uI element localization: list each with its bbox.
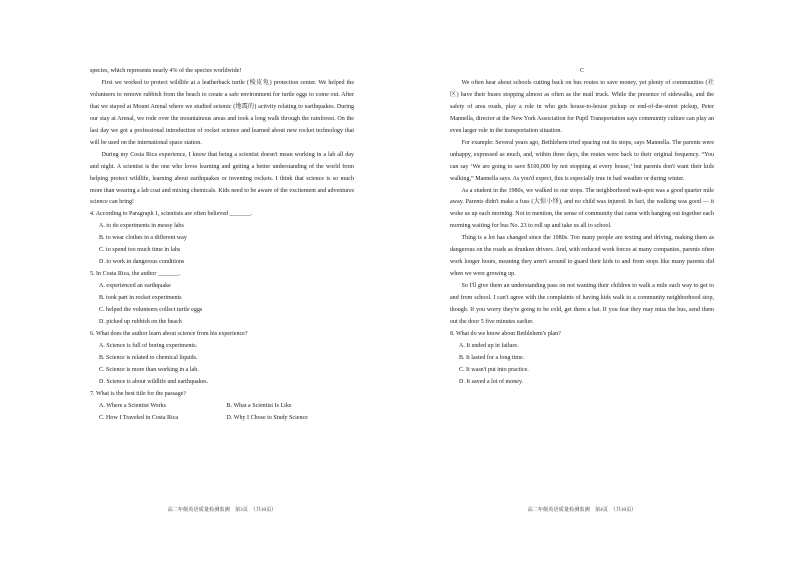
passage-b-paragraph: species, which represents nearly 4% of the species worldwide! bbox=[90, 68, 242, 74]
question-5-option-d: D. picked up rubbish on the beach bbox=[99, 319, 182, 326]
question-6-option-b: B. Science is related to chemical liquids. bbox=[99, 354, 198, 361]
question-5: 5. In Costa Rica, the author _______. bbox=[90, 271, 181, 278]
question-7-option-d: D. Why I Chose to Study Science bbox=[226, 414, 308, 421]
passage-b-paragraph: First we worked to protect wildlife at a leatherback turtle (棱皮龟) protection center. We helped the volunteers to remove rubbish from the beach to create a safe environment for turtle eggs to come out. After that we stayed at Mount Arenal where we studied seismic (地震的) activity relating to earthquakes. During our stay at Arenal, we rode over the mountainous areas and took a long walk through the rainforest. On the last day we got a professional introduction of rocket science and learned about new rocket technology that will be used on the international space station. bbox=[90, 79, 354, 146]
question-8-option-b: B. It lasted for a long time. bbox=[459, 354, 525, 361]
passage-b-paragraph: During my Costa Rica experience, I know that being a scientist doesn't mean working in a lab all day and night. A scientist is the one who loves learning and getting a better understanding of the world from helping protect wildlife, learning about earthquakes or inventing rockets. I think that science is so much more than wearing a lab coat and mixing chemicals. Kids need to be aware of the excitement and adventures science can bring! bbox=[90, 151, 354, 206]
question-5-option-a: A. experienced an earthquake bbox=[99, 283, 171, 290]
question-4-option-d: D. to work in dangerous conditions bbox=[99, 259, 185, 266]
question-7: 7. What is the best title for the passage? bbox=[90, 390, 187, 397]
question-6-option-d: D. Science is about wildlife and earthquakes. bbox=[99, 378, 209, 385]
passage-c-paragraph: For example: Several years ago, Bethlehem tried spacing out its stops, says Mannella. The parents were unhappy, expressed as much, and, within three days, the routes were back to their original frequency. “You can say ‘We are going to save $100,000 by not stopping at every house,’ but parents don't want their kids walking,” Mannella says. As you'd expect, this is especially true in bad weather or during winter. bbox=[450, 139, 714, 182]
question-4-option-b: B. to wear clothes in a different way bbox=[99, 235, 187, 242]
question-7-option-b: B. What a Scientist Is Like bbox=[226, 402, 292, 409]
passage-c-paragraph: Thing is a lot has changed since the 1980s. Too many people are texting and driving, making them as dangerous on the roads as drunken drivers. And, with reduced work forces at many companies, parents often work longer hours, meaning they aren't around to guard their kids to and from stops like many parents did when we were growing up. bbox=[450, 235, 714, 278]
question-8-option-c: C. It wasn't put into practice. bbox=[459, 366, 529, 373]
question-7-option-a: A. Where a Scientist Works bbox=[99, 402, 166, 409]
passage-c-paragraph: So I'll give them an understanding pass on not wanting their children to walk a mile each way to get to and from school. I can't agree with the complaints of having kids walk to a community neighborhood stop, though. If you worry they're going to be cold, get them a hat. If you fear they may miss the bus, send them out the door 5 five minutes earlier. bbox=[450, 283, 714, 326]
question-7-options-row bbox=[90, 401, 354, 413]
question-6: 6. What does the author learn about science from his experience? bbox=[90, 330, 248, 337]
question-6-option-c: C. Science is more than working in a lab. bbox=[99, 366, 199, 373]
question-8-option-a: A. It ended up in failure. bbox=[459, 342, 519, 349]
question-4: 4. According to Paragraph 1, scientists are often believed _______. bbox=[90, 211, 253, 218]
question-8: 8. What do we know about Bethlehem's plan? bbox=[450, 330, 561, 337]
page-footer: 高二年级英语质量检测监测 第4页 （共10页） bbox=[527, 507, 637, 513]
question-4-option-a: A. to do experiments in messy labs bbox=[99, 223, 184, 230]
question-6-option-a: A. Science is full of boring experiments. bbox=[99, 342, 198, 349]
passage-c-paragraph: We often hear about schools cutting back on bus routes to save money, yet plenty of communities (社区) have their buses stopping almost as often as the mail truck. While the presence of sidewalks, and the safety of area roads, play a role in who gets house-to-house pickup or end-of-the-street pickup, Peter Mannella, director at the New York Association for Pupil Transportation says community culture can play an even larger role in the transportation situation. bbox=[450, 79, 714, 134]
passage-heading: C bbox=[579, 68, 585, 74]
page-footer: 高二年级英语质量检测监测 第3页 （共10页） bbox=[167, 507, 277, 513]
question-4-option-c: C. to spend too much time in labs bbox=[99, 247, 181, 254]
question-5-option-b: B. took part in rocket experiments bbox=[99, 295, 182, 302]
question-7-options-row bbox=[90, 413, 354, 425]
question-8-option-d: D. It saved a lot of money. bbox=[459, 378, 524, 385]
question-5-option-c: C. helped the volunteers collect turtle eggs bbox=[99, 307, 203, 314]
question-7-option-c: C. How I Traveled in Costa Rica bbox=[99, 414, 179, 421]
passage-c-paragraph: As a student in the 1980s, we walked to our stops. The neighborhood wait-spot was a good quarter mile away. Parents didn't make a fuss (大惊小怪), and no child was injured. In fact, the walking was good — it woke us up each morning. Not to mention, the sense of community that came with hanging out together each morning waiting for bus No. 23 to roll up and take us all to school. bbox=[450, 187, 714, 230]
right-column bbox=[450, 66, 714, 389]
left-column bbox=[90, 66, 354, 425]
